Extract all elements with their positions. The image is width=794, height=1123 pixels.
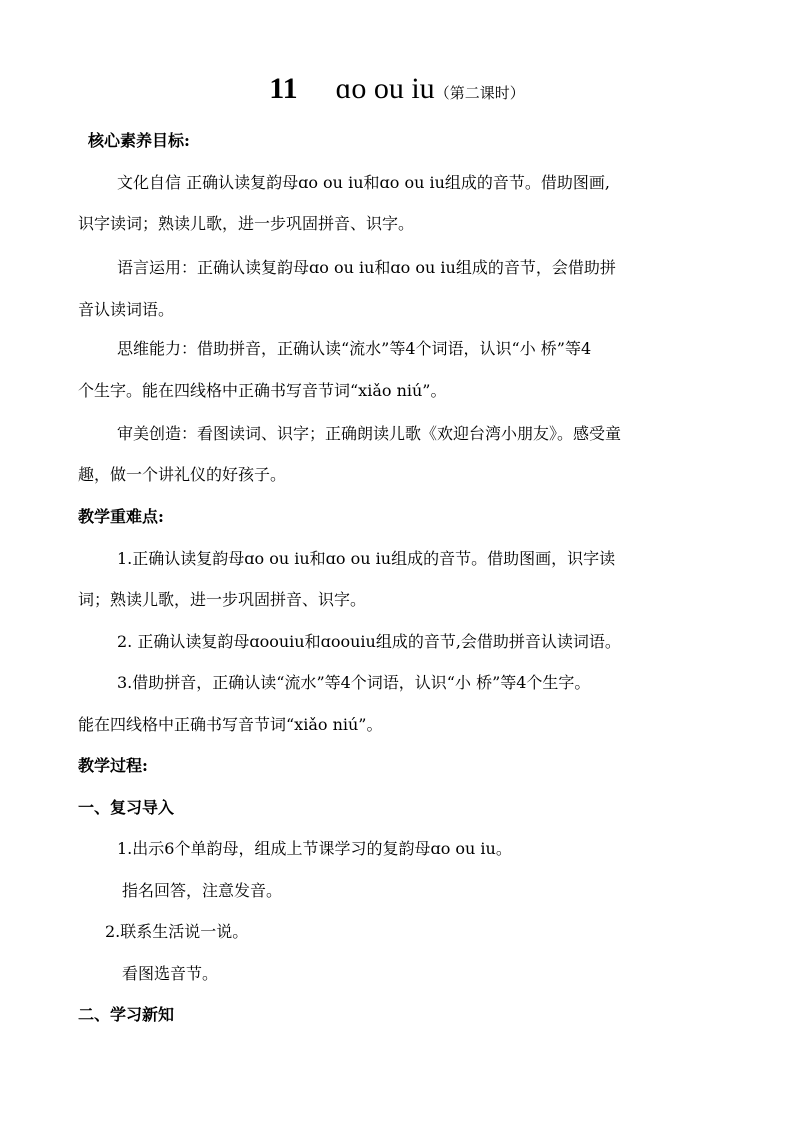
key-point-3-line-2: 能在四线格中正确书写音节词“xiǎo niú”。 xyxy=(78,715,383,734)
lesson-title xyxy=(0,72,794,106)
key-point-1-line-2: 词；熟读儿歌，进一步巩固拼音、识字。 xyxy=(78,590,367,609)
goal-4-line-1: 审美创造：看图读词、识字；正确朗读儿歌《欢迎台湾小朋友》。感受童 xyxy=(117,424,622,443)
key-point-2: 2. 正确认读复韵母ɑoouiu和ɑoouiu组成的音节,会借助拼音认读词语。 xyxy=(117,632,621,651)
part-1-item-1: 1.出示6个单韵母，组成上节课学习的复韵母ɑo ou iu。 xyxy=(117,839,512,858)
goal-2-line-2: 音认读词语。 xyxy=(78,300,175,319)
goal-1-line-2: 识字读词；熟读儿歌，进一步巩固拼音、识字。 xyxy=(78,214,415,233)
lesson-number: 11 xyxy=(269,72,298,105)
process-heading: 教学过程: xyxy=(78,756,148,775)
part-1-heading: 一、复习导入 xyxy=(78,798,175,817)
core-goals-heading: 核心素养目标: xyxy=(88,131,190,150)
key-points-heading: 教学重难点: xyxy=(78,507,164,526)
lesson-pinyin: ɑo ou iu xyxy=(335,72,435,105)
goal-2-line-1: 语言运用：正确认读复韵母ɑo ou iu和ɑo ou iu组成的音节，会借助拼 xyxy=(117,258,616,277)
goal-4-line-2: 趣，做一个讲礼仪的好孩子。 xyxy=(78,465,287,484)
lesson-subtitle: （第二课时） xyxy=(434,84,525,102)
key-point-3-line-1: 3.借助拼音，正确认读“流水”等4个词语，认识“小 桥”等4个生字。 xyxy=(117,673,591,692)
goal-3-line-1: 思维能力：借助拼音，正确认读“流水”等4个词语，认识“小 桥”等4 xyxy=(117,339,592,358)
part-1-item-2-note: 看图选音节。 xyxy=(122,964,219,983)
part-1-item-2: 2.联系生活说一说。 xyxy=(105,922,249,941)
part-1-item-1-note: 指名回答，注意发音。 xyxy=(122,881,283,900)
goal-1-line-1: 文化自信 正确认读复韵母ɑo ou iu和ɑo ou iu组成的音节。借助图画, xyxy=(117,173,610,192)
goal-3-line-2: 个生字。能在四线格中正确书写音节词“xiǎo niú”。 xyxy=(78,381,447,400)
part-2-heading: 二、学习新知 xyxy=(78,1005,175,1024)
key-point-1-line-1: 1.正确认读复韵母ɑo ou iu和ɑo ou iu组成的音节。借助图画，识字读 xyxy=(117,549,616,568)
